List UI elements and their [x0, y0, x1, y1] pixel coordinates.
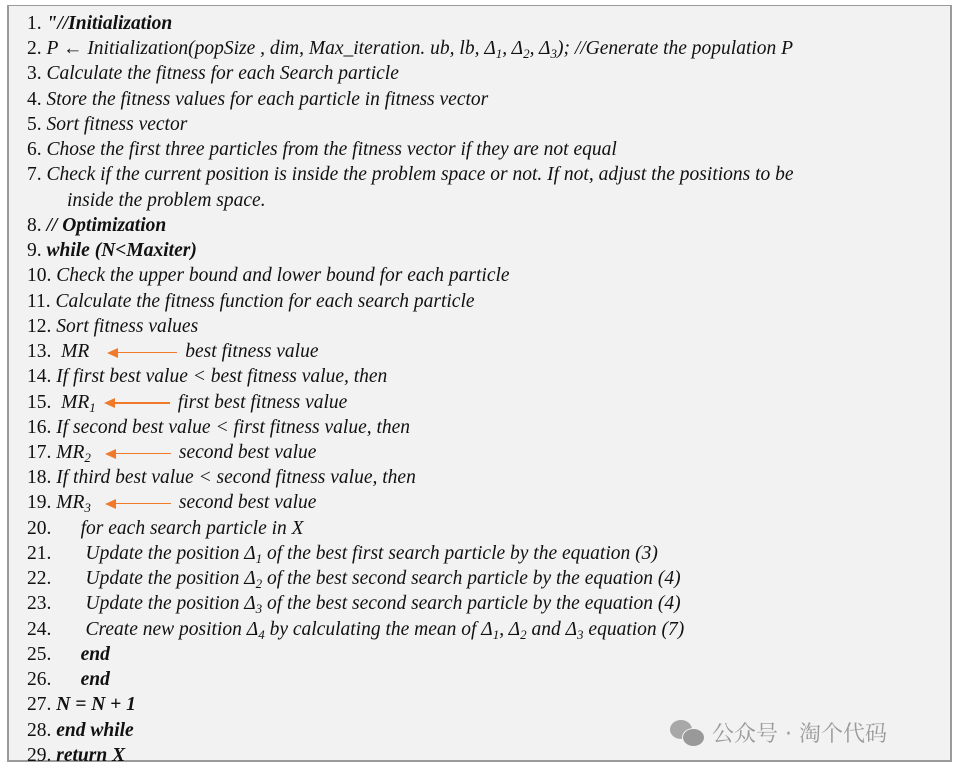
line-text: second best value — [178, 441, 317, 463]
line-number: 28. — [27, 719, 52, 741]
line-text: MR — [51, 492, 85, 514]
subscript: 1 — [255, 550, 263, 566]
algorithm-box — [7, 5, 952, 766]
algorithm-line — [27, 617, 950, 642]
subscript: 1 — [495, 46, 503, 62]
line-number: 25. — [27, 643, 52, 665]
algorithm-line — [27, 566, 950, 591]
line-text: end while — [51, 719, 134, 741]
algorithm-line — [27, 541, 950, 566]
line-text: of the best second search particle by the equation (4) — [262, 568, 681, 590]
line-text: MR — [51, 391, 90, 413]
algorithm-line — [27, 87, 950, 112]
line-text: Update the position Δ — [51, 542, 256, 564]
subscript: 3 — [255, 601, 263, 617]
line-text: MR — [51, 341, 90, 363]
line-text: , Δ — [502, 38, 524, 60]
algorithm-line — [27, 415, 950, 440]
line-text: If second best value < first fitness value, then — [51, 416, 411, 438]
line-text: MR — [51, 441, 85, 463]
algorithm-line — [27, 591, 950, 616]
line-text: If first best value < best fitness value, then — [51, 366, 388, 388]
subscript: 3 — [84, 500, 91, 516]
line-number: 16. — [27, 416, 52, 438]
line-text: of the best second search particle by the equation (4) — [262, 593, 681, 615]
line-number: 9. — [27, 240, 42, 262]
line-text: Store the fitness values for each particle in fitness vector — [41, 88, 489, 110]
line-text: Initialization(popSize , dim, Max_iteration. ub, lb, Δ — [82, 38, 496, 60]
line-number: 18. — [27, 467, 52, 489]
line-text: return X — [51, 744, 126, 766]
algorithm-line — [27, 213, 950, 238]
line-number: 20. — [27, 517, 52, 539]
algorithm-line — [27, 188, 950, 213]
line-number: 2. — [27, 38, 42, 60]
line-text: ); //Generate the population P — [556, 38, 794, 60]
line-text: end — [51, 669, 110, 691]
subscript: 4 — [258, 626, 265, 642]
line-text: Check the upper bound and lower bound for each particle — [51, 265, 510, 287]
line-number: 15. — [27, 391, 52, 413]
wechat-icon — [670, 718, 704, 746]
line-text: If third best value < second fitness value, then — [51, 467, 416, 489]
line-text: end — [51, 643, 110, 665]
line-text: of the best first search particle by the equation (3) — [262, 542, 658, 564]
line-number: 3. — [27, 63, 42, 85]
subscript: 1 — [89, 399, 96, 415]
line-text: and Δ — [526, 618, 578, 640]
subscript: 2 — [255, 576, 263, 592]
line-number: 29. — [27, 744, 52, 766]
algorithm-line — [27, 465, 950, 490]
line-number: 14. — [27, 366, 52, 388]
line-text: ← — [62, 38, 83, 60]
line-number: 19. — [27, 492, 52, 514]
line-text: Sort fitness vector — [41, 113, 188, 135]
subscript: 3 — [550, 46, 557, 62]
algorithm-line — [27, 289, 950, 314]
line-text: second best value — [178, 492, 317, 514]
line-number: 5. — [27, 113, 42, 135]
line-text: by calculating the mean of Δ — [264, 618, 493, 640]
line-text: best fitness value — [185, 341, 319, 363]
algorithm-line — [27, 112, 950, 137]
line-number: 4. — [27, 88, 42, 110]
line-number: 12. — [27, 315, 52, 337]
line-number: 7. — [27, 164, 42, 186]
line-text: N = N + 1 — [51, 694, 136, 716]
algorithm-line — [27, 440, 950, 465]
line-number: 10. — [27, 265, 52, 287]
algorithm-line — [27, 642, 950, 667]
line-number: 23. — [27, 593, 52, 615]
algorithm-line — [27, 516, 950, 541]
algorithm-line — [27, 263, 950, 288]
subscript: 1 — [492, 626, 500, 642]
line-number: 13. — [27, 341, 52, 363]
subscript: 3 — [577, 626, 584, 642]
line-number: 26. — [27, 669, 52, 691]
subscript: 2 — [520, 626, 527, 642]
algorithm-line — [27, 11, 950, 36]
line-number: 21. — [27, 542, 52, 564]
line-number: 17. — [27, 441, 52, 463]
algorithm-line — [27, 667, 950, 692]
line-text: Chose the first three particles from the fitness vector if they are not equal — [41, 139, 617, 161]
line-text: first best fitness value — [177, 391, 348, 413]
watermark — [670, 717, 887, 747]
algorithm-line — [27, 364, 950, 389]
algorithm-line — [27, 162, 950, 187]
algorithm-line — [27, 339, 950, 364]
algorithm-line — [27, 692, 950, 717]
algorithm-line — [27, 490, 950, 515]
line-text: // Optimization — [41, 214, 167, 236]
line-text: Update the position Δ — [51, 593, 256, 615]
assign-arrow-icon — [105, 449, 171, 459]
algorithm-line — [27, 314, 950, 339]
line-text: , Δ — [499, 618, 521, 640]
assign-arrow-icon — [105, 499, 171, 509]
line-number: 6. — [27, 139, 42, 161]
line-text: Sort fitness values — [51, 315, 199, 337]
algorithm-line — [27, 238, 950, 263]
subscript: 2 — [84, 449, 91, 465]
subscript: 2 — [523, 46, 530, 62]
line-text: equation (7) — [583, 618, 685, 640]
line-text: Check if the current position is inside the problem space or not. If not, adjust the positions to be — [41, 164, 794, 186]
line-number: 8. — [27, 214, 42, 236]
algorithm-line — [27, 36, 950, 61]
line-text: , Δ — [529, 38, 551, 60]
line-text: while (N<Maxiter) — [41, 240, 197, 262]
algorithm-line — [27, 137, 950, 162]
line-number: 27. — [27, 694, 52, 716]
algorithm-line — [27, 390, 950, 415]
line-text: Update the position Δ — [51, 568, 256, 590]
line-text: Create new position Δ — [51, 618, 259, 640]
line-text: for each search particle in X — [51, 517, 304, 539]
algorithm-line — [27, 61, 950, 86]
line-number: 24. — [27, 618, 52, 640]
algorithm-lines — [27, 11, 950, 768]
line-text: "//Initialization — [41, 13, 173, 34]
assign-arrow-icon — [104, 398, 170, 408]
line-text: Calculate the fitness function for each search particle — [50, 290, 475, 312]
line-text: P — [41, 38, 63, 60]
line-text: Calculate the fitness for each Search particle — [41, 63, 399, 85]
watermark-text: 公众号 · 淘个代码 — [712, 721, 887, 747]
line-number: 1. — [27, 13, 42, 34]
line-text: inside the problem space. — [67, 189, 266, 211]
assign-arrow-icon — [107, 348, 177, 358]
line-number: 22. — [27, 568, 52, 590]
line-number: 11. — [27, 290, 51, 312]
